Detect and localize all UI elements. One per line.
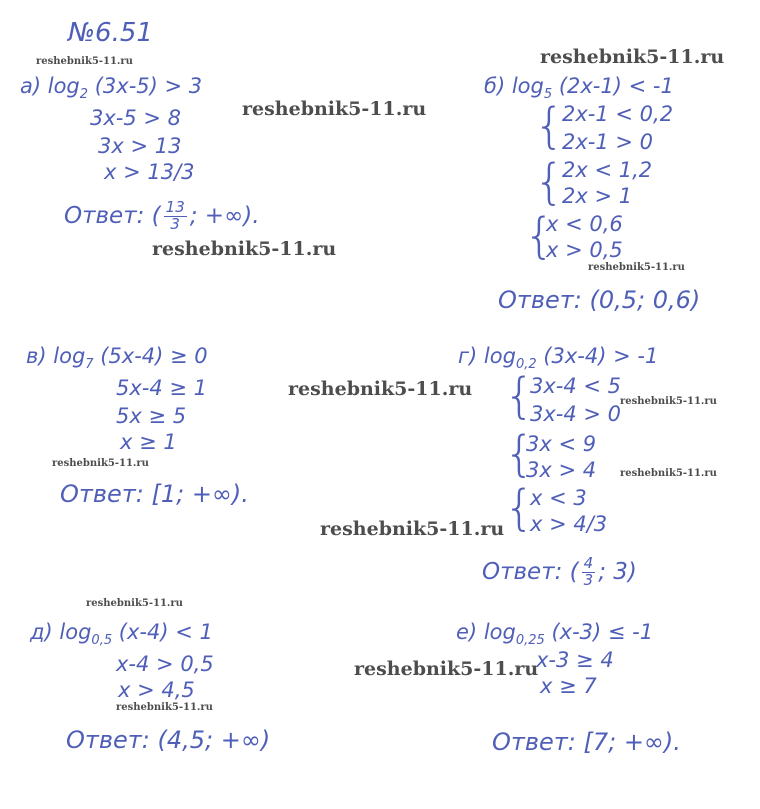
problem-b-step: 2x > 1 — [562, 184, 633, 208]
problem-g-log: log — [483, 344, 516, 368]
system-brace: { — [524, 208, 555, 264]
problem-a-answer — [64, 200, 260, 233]
problem-b-label: б) — [484, 74, 506, 98]
watermark: reshebnik5-11.ru — [36, 56, 133, 67]
fraction-denominator: 3 — [170, 214, 180, 233]
watermark: reshebnik5-11.ru — [620, 468, 717, 479]
problem-d-header — [30, 622, 213, 647]
problem-v-step: 5x ≥ 5 — [116, 404, 187, 428]
problem-v-base: 7 — [85, 357, 94, 372]
problem-d-argument: (x-4) < 1 — [118, 620, 213, 644]
problem-g-step: 3x-4 > 0 — [530, 402, 622, 426]
problem-v-argument: (5x-4) ≥ 0 — [100, 344, 208, 368]
answer-open-bracket: ( — [569, 558, 579, 585]
problem-b-step: x > 0,5 — [546, 238, 623, 262]
watermark: reshebnik5-11.ru — [86, 598, 183, 609]
problem-a-header — [20, 76, 202, 101]
problem-e-base: 0,25 — [515, 633, 545, 648]
watermark: reshebnik5-11.ru — [320, 518, 505, 540]
fraction-numerator: 13 — [165, 198, 185, 216]
problem-g-step: x > 4/3 — [530, 512, 608, 536]
watermark: reshebnik5-11.ru — [620, 396, 717, 407]
watermark: reshebnik5-11.ru — [116, 702, 213, 713]
system-brace: { — [504, 426, 535, 482]
problem-v-step: 5x-4 ≥ 1 — [116, 376, 208, 400]
problem-d-base: 0,5 — [91, 633, 113, 648]
problem-e-step: x-3 ≥ 4 — [536, 648, 614, 672]
watermark: reshebnik5-11.ru — [588, 262, 685, 273]
system-brace: { — [534, 98, 565, 154]
answer-word: Ответ: — [64, 202, 145, 229]
problem-b-log: log — [511, 74, 544, 98]
problem-b-header — [484, 76, 674, 101]
watermark: reshebnik5-11.ru — [354, 658, 539, 680]
problem-b-argument: (2x-1) < -1 — [558, 74, 674, 98]
problem-v-header — [26, 346, 208, 371]
watermark: reshebnik5-11.ru — [152, 238, 337, 260]
fraction-numerator: 4 — [583, 554, 594, 572]
answer-fraction — [582, 556, 596, 589]
problem-a-argument: (3x-5) > 3 — [94, 74, 203, 98]
system-brace: { — [504, 368, 535, 424]
system-brace: { — [504, 480, 535, 536]
problem-b-base: 5 — [543, 87, 553, 102]
problem-e-answer: Ответ: [7; +∞). — [492, 728, 681, 756]
problem-v-answer: Ответ: [1; +∞). — [60, 480, 249, 508]
problem-e-label: е) — [456, 620, 478, 644]
problem-v-label: в) — [26, 344, 47, 368]
answer-rest: ; 3) — [598, 558, 637, 585]
watermark: reshebnik5-11.ru — [242, 98, 427, 120]
problem-b-step: 2x-1 < 0,2 — [562, 102, 674, 126]
problem-d-step: x-4 > 0,5 — [116, 652, 214, 676]
problem-g-argument: (3x-4) > -1 — [543, 344, 659, 368]
answer-open-bracket: ( — [151, 202, 161, 229]
problem-a-step: 3x > 13 — [98, 134, 182, 158]
problem-g-step: 3x-4 < 5 — [530, 374, 622, 398]
problem-g-label: г) — [458, 344, 478, 368]
exercise-number: №6.51 — [68, 18, 153, 48]
answer-fraction — [164, 200, 187, 233]
problem-e-header — [456, 622, 653, 647]
problem-e-argument: (x-3) ≤ -1 — [551, 620, 654, 644]
problem-d-log: log — [59, 620, 92, 644]
problem-d-label: д) — [30, 620, 53, 644]
problem-e-log: log — [483, 620, 516, 644]
problem-a-step: x > 13/3 — [104, 160, 195, 184]
problem-b-step: 2x-1 > 0 — [562, 130, 654, 154]
answer-word: Ответ: — [482, 558, 563, 585]
problem-b-step: 2x < 1,2 — [562, 158, 653, 182]
problem-v-log: log — [53, 344, 86, 368]
problem-v-step: x ≥ 1 — [120, 430, 177, 454]
watermark: reshebnik5-11.ru — [540, 46, 725, 68]
problem-a-label: а) — [20, 74, 42, 98]
watermark: reshebnik5-11.ru — [288, 378, 473, 400]
problem-a-step: 3x-5 > 8 — [90, 106, 182, 130]
answer-rest: ; +∞). — [189, 202, 260, 229]
problem-g-step: 3x > 4 — [526, 458, 597, 482]
problem-g-answer — [482, 556, 637, 589]
problem-g-step: 3x < 9 — [526, 432, 597, 456]
problem-a-base: 2 — [79, 87, 89, 102]
problem-a-log: log — [47, 74, 80, 98]
problem-b-step: x < 0,6 — [546, 212, 623, 236]
problem-d-answer: Ответ: (4,5; +∞) — [66, 726, 271, 754]
problem-d-step: x > 4,5 — [118, 678, 195, 702]
fraction-denominator: 3 — [583, 570, 594, 589]
watermark: reshebnik5-11.ru — [52, 458, 149, 469]
problem-b-answer: Ответ: (0,5; 0,6) — [498, 286, 701, 314]
problem-g-header — [458, 346, 658, 371]
system-brace: { — [534, 154, 565, 210]
problem-g-step: x < 3 — [530, 486, 587, 510]
problem-g-base: 0,2 — [515, 357, 537, 372]
problem-e-step: x ≥ 7 — [540, 674, 597, 698]
